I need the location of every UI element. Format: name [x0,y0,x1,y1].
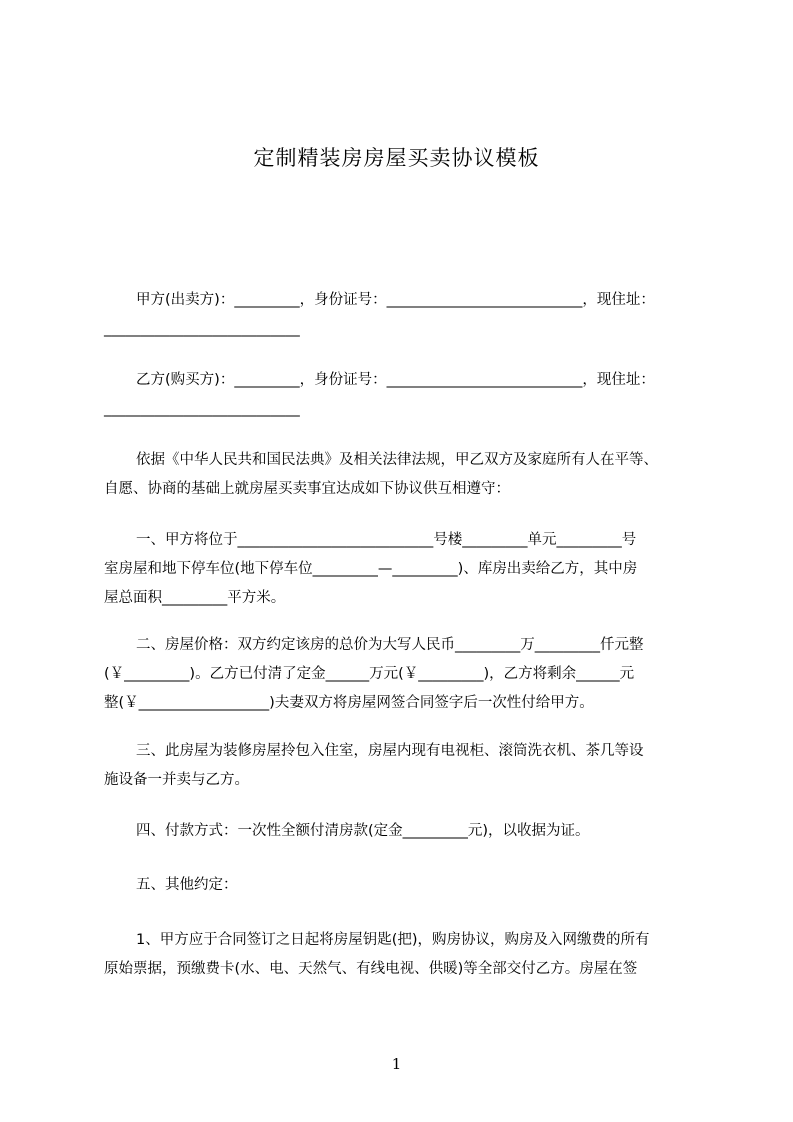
clause-4-line-1: 四、付款方式：一次性全额付清房款(定金_________元)，以收据为证。 [136,823,590,839]
party-a-paragraph [104,286,704,344]
page-number: 1 [391,1055,402,1073]
clause-1-line-2: 室房屋和地下停车位(地下停车位_________—_________)、库房出卖给乙方，其中房 [104,561,638,577]
preamble-line-1: 依据《中华人民共和国民法典》及相关法律法规，甲乙双方及家庭所有人在平等、 [136,452,658,468]
clause-1-line-3: 屋总面积_________平方米。 [104,590,286,606]
clause-5-1-paragraph [104,926,704,984]
clause-1-line-1: 一、甲方将位于___________________________号楼_________单元_________号 [136,532,637,548]
preamble-line-2: 自愿、协商的基础上就房屋买卖事宜达成如下协议供互相遵守： [104,481,510,497]
clause-3-line-1: 三、此房屋为装修房屋拎包入住室，房屋内现有电视柜、滚筒洗衣机、茶几等设 [136,743,644,759]
party-b-paragraph [104,366,704,424]
party-a-line-2: ___________________________ [104,321,300,337]
clause-2-paragraph [104,631,704,718]
clause-1-paragraph [104,526,704,613]
clause-3-paragraph [104,737,704,795]
clause-2-line-1: 二、房屋价格：双方约定该房的总价为大写人民币_________万_________仟元整 [136,637,644,653]
clause-2-line-3: 整(￥__________________)夫妻双方将房屋网签合同签字后一次性付给甲方。 [104,695,594,711]
clause-5-1-line-2: 原始票据，预缴费卡(水、电、天然气、有线电视、供暖)等全部交付乙方。房屋在签 [104,961,638,977]
clause-5-paragraph [104,871,704,900]
party-b-line-1: 乙方(购买方)：_________，身份证号：___________________________，现住址： [136,372,655,388]
clause-5-line-1: 五、其他约定： [136,877,238,893]
clause-4-paragraph [104,817,704,846]
clause-2-line-2: (￥_________)。乙方已付清了定金______万元(￥_________)，乙方将剩余______元 [104,666,635,682]
party-a-line-1: 甲方(出卖方)：_________，身份证号：___________________________，现住址： [136,292,655,308]
clause-3-line-2: 施设备一并卖与乙方。 [104,772,249,788]
party-b-line-2: ___________________________ [104,401,300,417]
preamble-paragraph [104,446,704,504]
clause-5-1-line-1: 1、甲方应于合同签订之日起将房屋钥匙(把)，购房协议，购房及入网缴费的所有 [136,932,650,948]
document-title: 定制精装房房屋买卖协议模板 [253,146,540,170]
